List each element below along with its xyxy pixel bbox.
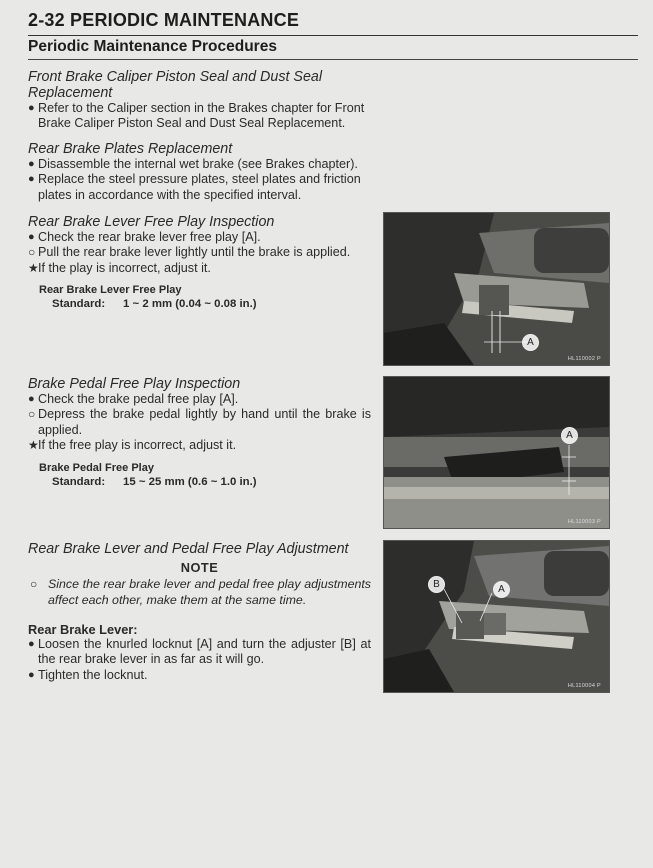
note-body [28, 577, 371, 608]
plates-bullet-2 [28, 172, 371, 203]
caliper-heading-line1: Front Brake Caliper Piston Seal and Dust Seal [28, 69, 323, 85]
plates-bullet-1 [28, 157, 371, 172]
pedal-play-spec-label: Brake Pedal Free Play [39, 461, 154, 474]
pedal-play-bullet-1 [28, 392, 371, 407]
step-marker: ○ [28, 245, 36, 260]
lever-photo-illustration [384, 213, 609, 365]
pedal-play-spec-value: 15 ~ 25 mm (0.6 ~ 1.0 in.) [123, 475, 257, 488]
section-title: Periodic Maintenance Procedures [28, 38, 277, 55]
caliper-bullet-1-text: Refer to the Caliper section in the Brakes chapter for Front Brake Caliper Piston Seal and Dust Seal Replacement. [38, 101, 365, 131]
star-marker: ★ [28, 438, 39, 453]
adjustment-bullet-2 [28, 668, 371, 683]
rear-brake-lever-subheading: Rear Brake Lever: [28, 622, 138, 637]
lever-play-spec-row [52, 297, 371, 312]
bullet-marker: ● [28, 102, 35, 114]
note-title: NOTE [180, 560, 219, 575]
photo-code: HL110004 P [567, 683, 601, 689]
caliper-section [28, 69, 371, 132]
lever-play-bullet-1 [28, 230, 371, 245]
adjustment-photo-illustration [384, 541, 609, 692]
photo-code: HL110003 P [567, 519, 601, 525]
adjustment-heading: Rear Brake Lever and Pedal Free Play Adjustment [28, 541, 349, 557]
adjustment-section [28, 541, 371, 683]
lever-adjustment-photo [383, 540, 610, 693]
photo-code: HL110002 P [567, 356, 601, 362]
step-marker: ○ [28, 407, 36, 422]
lever-play-bullet-1-text: Check the rear brake lever free play [A]. [38, 230, 261, 244]
plates-bullet-2-text: Replace the steel pressure plates, steel plates and friction plates in accordance with the specified interval. [38, 172, 361, 202]
pedal-play-star-1 [28, 438, 371, 453]
lever-play-star-1-text: If the play is incorrect, adjust it. [38, 260, 211, 275]
callout-a: A [493, 581, 510, 598]
lever-play-spec-value: 1 ~ 2 mm (0.04 ~ 0.08 in.) [123, 298, 257, 311]
pedal-play-bullet-1-text: Check the brake pedal free play [A]. [38, 392, 239, 406]
plates-bullet-1-text: Disassemble the internal wet brake (see Brakes chapter). [38, 157, 358, 171]
bullet-marker: ● [28, 393, 35, 405]
lever-free-play-photo [383, 212, 610, 366]
pedal-photo-illustration [384, 377, 609, 528]
pedal-play-spec-row [52, 475, 371, 490]
lever-play-spec-label: Rear Brake Lever Free Play [39, 284, 182, 297]
bullet-marker: ● [28, 158, 35, 170]
callout-a: A [561, 427, 578, 444]
adjustment-bullet-2-text: Tighten the locknut. [38, 667, 148, 682]
adjustment-bullet-1-text: Loosen the knurled locknut [A] and turn the adjuster [B] at the rear brake lever in as far as it will go. [38, 637, 371, 667]
caliper-heading-line2: Replacement [28, 85, 113, 101]
section-rule [28, 59, 638, 60]
bullet-marker: ● [28, 638, 35, 650]
pedal-play-step-1 [28, 407, 371, 438]
pedal-play-section [28, 376, 371, 490]
bullet-marker: ● [28, 173, 35, 186]
pedal-play-step-1-text: Depress the brake pedal lightly by hand until the brake is applied. [38, 407, 371, 437]
star-marker: ★ [28, 260, 39, 275]
callout-a: A [522, 334, 539, 351]
header-rule [28, 35, 638, 36]
page-title: 2-32 PERIODIC MAINTENANCE [28, 10, 300, 30]
plates-section [28, 141, 371, 203]
pedal-play-heading: Brake Pedal Free Play Inspection [28, 376, 241, 392]
pedal-play-star-1-text: If the free play is incorrect, adjust it. [38, 438, 237, 453]
adjustment-bullet-1 [28, 637, 371, 668]
pedal-play-spec-key: Standard: [52, 475, 106, 488]
lever-play-step-1 [28, 245, 371, 260]
pedal-free-play-photo [383, 376, 610, 529]
bullet-marker: ● [28, 231, 35, 243]
lever-play-section [28, 214, 371, 312]
lever-play-spec-key: Standard: [52, 298, 106, 311]
step-marker: ○ [30, 577, 38, 591]
lever-play-heading: Rear Brake Lever Free Play Inspection [28, 214, 275, 230]
lever-play-step-1-text: Pull the rear brake lever lightly until the brake is applied. [38, 245, 351, 260]
note-text: Since the rear brake lever and pedal free play adjustments affect each other, make them at the same time. [48, 577, 371, 607]
plates-heading: Rear Brake Plates Replacement [28, 141, 233, 157]
lever-play-star-1 [28, 261, 371, 276]
caliper-bullet-1 [28, 101, 371, 132]
bullet-marker: ● [28, 668, 35, 681]
callout-b: B [428, 576, 445, 593]
